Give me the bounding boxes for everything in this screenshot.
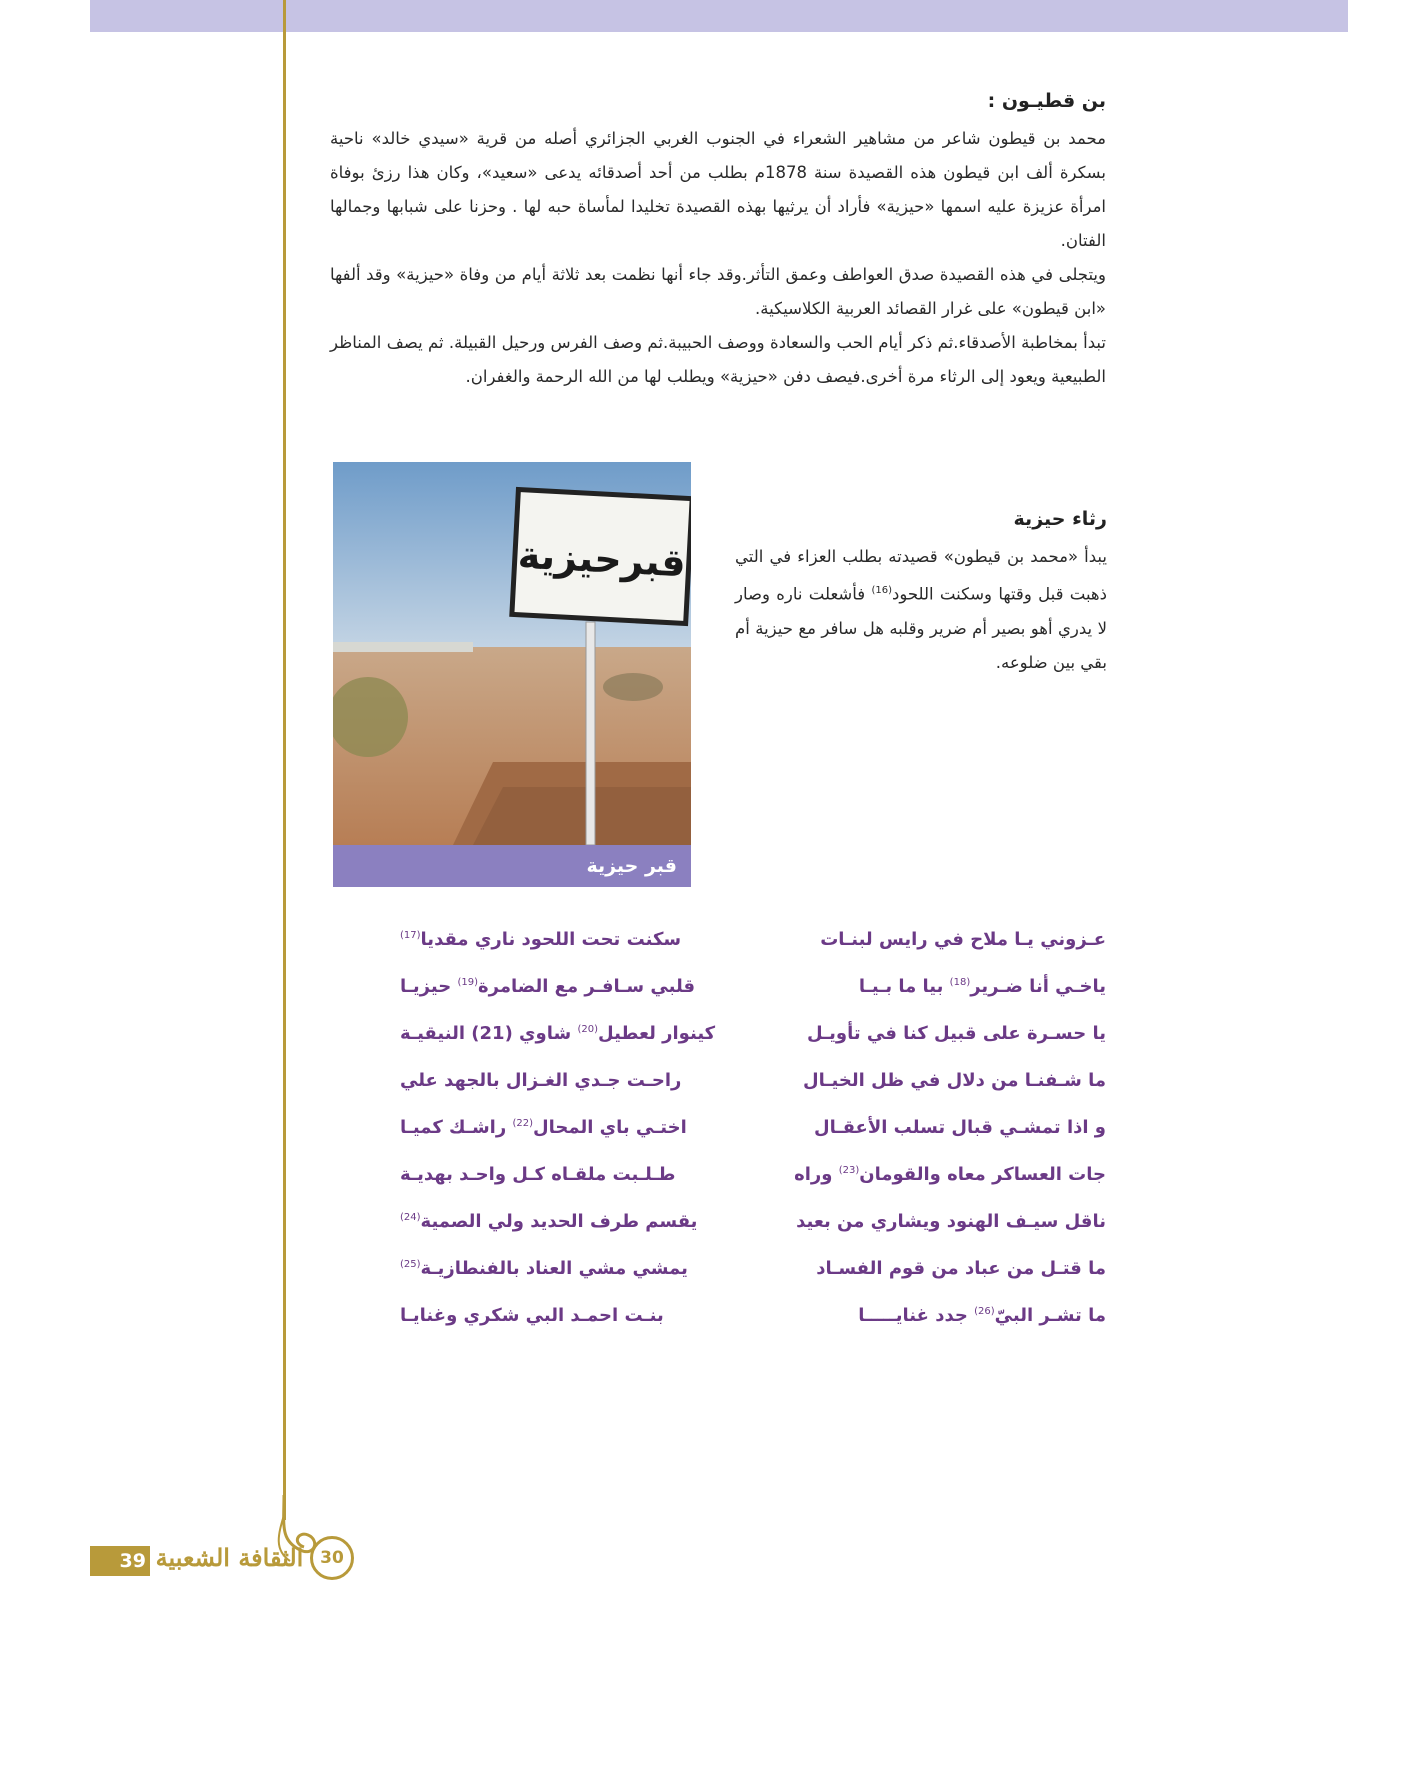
- poem-verse: [400, 1053, 1106, 1100]
- verse-second-half: بنـت احمـد البي شكري وغنايـا: [400, 1305, 664, 1326]
- paragraph-1: محمد بن قيطون شاعر من مشاهير الشعراء في الجنوب الغربي الجزائري أصله من قرية «سيدي خالد» ناحية بسكرة ألف ابن قيطون هذه القصيدة سنة 1878م بطلب من أحد أصدقائه يدعى «سعيد»، وكان هذا رزئ بوفاة امرأة عزيزة عليه اسمها «حيزية» فأراد أن يرثيها بهذه القصيدة تخليدا لمأساة حبه لها . وحزنا على شبابها وجمالها الفتان.: [330, 129, 1106, 250]
- footnote-ref-16: (16): [871, 585, 893, 596]
- issue-number-badge: 30: [310, 1536, 354, 1580]
- photo-caption: قبر حيزية: [333, 845, 691, 887]
- grave-sign-photo: [333, 462, 691, 845]
- elegy-text-part-2: فأشعلت ناره وصار لا يدري أهو بصير أم ضرير وقلبه هل سافر مع حيزية أم بقي بين ضلوعه.: [735, 584, 1107, 672]
- poem-verse: [400, 912, 1106, 959]
- verse-second-half: كينوار لعطيل$^{(20)}$ شاوي (21) النيقيـة: [400, 1023, 716, 1044]
- hiziya-grave-photo-block: [333, 462, 691, 887]
- poem-verse: [400, 1241, 1106, 1288]
- top-color-band: [90, 0, 1348, 32]
- verse-second-half: قلبي سـافـر مع الضامرة$^{(19)}$ حيزيـا: [400, 976, 696, 997]
- article-section-elegy: [735, 508, 1107, 680]
- elegy-heading: رثاء حيزية: [1013, 508, 1107, 530]
- elegy-text-part-1: يبدأ «محمد بن قيطون» قصيدته بطلب العزاء في التي ذهبت قبل وقتها وسكنت اللحود: [735, 547, 1107, 604]
- verse-second-half: يقسم طرف الحديد ولي الصمية$^{(24)}$: [400, 1211, 698, 1232]
- paragraph-2: ويتجلى في هذه القصيدة صدق العواطف وعمق التأثر.وقد جاء أنها نظمت بعد ثلاثة أيام من وفاة «حيزية» وقد ألفها «ابن قيطون» على غرار القصائد العربية الكلاسيكية.: [330, 265, 1106, 318]
- verse-first-half: ياخـي أنا ضـرير$^{(18)}$ بيا ما بـيـا: [858, 976, 1106, 997]
- poem-verse: [400, 1288, 1106, 1335]
- verse-second-half: طـلـبت ملقـاه كـل واحـد بهديـة: [400, 1164, 676, 1185]
- elegy-paragraph: [735, 540, 1107, 680]
- verse-first-half: يا حسـرة على قبيل كنا في تأويـل: [806, 1023, 1106, 1044]
- verse-first-half: ناقل سيـف الهنود ويشاري من بعيد: [796, 1211, 1106, 1232]
- verse-second-half: راحـت جـدي الغـزال بالجهد علي: [400, 1070, 682, 1091]
- poem-verse: [400, 1100, 1106, 1147]
- verse-second-half: سكنت تحت اللحود ناري مقديا$^{(17)}$: [400, 929, 682, 950]
- verse-first-half: ما قتـل من عباد من قوم الفسـاد: [816, 1258, 1106, 1279]
- verse-second-half: يمشي مشي العناد بالفنطازيـة$^{(25)}$: [400, 1258, 688, 1279]
- article-section-ibn-guitoun: [330, 90, 1106, 394]
- magazine-title-logo: الثقافة الشعبية: [155, 1543, 304, 1572]
- poem-verse: [400, 1147, 1106, 1194]
- poem-verse: [400, 1194, 1106, 1241]
- verse-second-half: اختـي باي المحال$^{(22)}$ راشـك كميـا: [400, 1117, 687, 1138]
- paragraph-3: تبدأ بمخاطبة الأصدقاء.ثم ذكر أيام الحب والسعادة ووصف الحبيبة.ثم وصف الفرس ورحيل القبيلة. ثم يصف المناظر الطبيعية ويعود إلى الرثاء مرة أخرى.فيصف دفن «حيزية» ويطلب لها من الله الرحمة والغفران.: [330, 333, 1106, 386]
- verse-first-half: عـزوني يـا ملاح في رايس لبنـات: [820, 929, 1106, 950]
- poem-verses: [400, 912, 1106, 1335]
- page-number: 39: [90, 1546, 150, 1576]
- section-heading: بن قطيـون :: [987, 90, 1106, 112]
- verse-first-half: جات العساكر معاه والقومان$^{(23)}$ وراه: [794, 1164, 1106, 1185]
- poem-verse: [400, 1006, 1106, 1053]
- poem-verse: [400, 959, 1106, 1006]
- sign-text: قبرحيزية: [516, 532, 687, 586]
- verse-first-half: ما تشـر البيّ$^{(26)}$ جدد غنايـــــا: [858, 1305, 1106, 1326]
- verse-first-half: و اذا تمشـي قبال تسلب الأعقـال: [814, 1117, 1106, 1138]
- gold-vertical-rule: [283, 0, 286, 1520]
- verse-first-half: ما شـفنـا من دلال في ظل الخيـال: [803, 1070, 1106, 1091]
